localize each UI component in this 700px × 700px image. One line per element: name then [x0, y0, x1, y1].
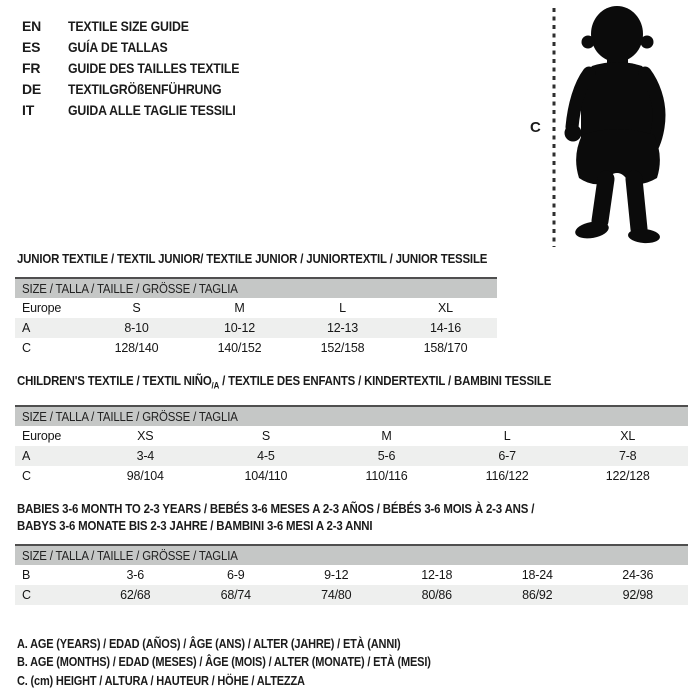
- size-cell: 12-18: [421, 567, 453, 582]
- size-cell: 24-36: [622, 567, 654, 582]
- language-title: TEXTILE SIZE GUIDE: [68, 18, 189, 34]
- size-table: [15, 544, 688, 605]
- section-heading: [17, 500, 688, 534]
- size-cell: 3-6: [126, 567, 144, 582]
- size-band-header: [15, 277, 497, 298]
- size-cell: XL: [438, 301, 453, 315]
- heading-segment: CHILDREN'S TEXTILE / TEXTIL NIÑO: [17, 373, 212, 388]
- size-cell: L: [339, 301, 346, 315]
- size-cell: 6-7: [498, 448, 516, 463]
- size-cell: 8-10: [124, 321, 149, 335]
- row-label-cell: C: [22, 468, 31, 483]
- size-band-text: SIZE / TALLA / TAILLE / GRÖSSE / TAGLIA: [22, 408, 238, 424]
- size-cell: XL: [620, 428, 636, 443]
- language-title: GUÍA DE TALLAS: [68, 39, 168, 55]
- heading-text: [17, 250, 487, 267]
- row-label-cell: A: [22, 448, 31, 463]
- table-row: [15, 298, 497, 318]
- size-section: [15, 372, 688, 486]
- size-section: [15, 250, 688, 358]
- size-tables: [15, 250, 688, 605]
- size-cell: 98/104: [126, 468, 164, 483]
- size-cell: 18-24: [521, 567, 553, 582]
- size-cell: 5-6: [377, 448, 396, 463]
- row-label-cell: C: [22, 341, 31, 355]
- table-row: [15, 426, 688, 446]
- size-cell: L: [503, 428, 511, 443]
- language-title-list: [22, 16, 263, 121]
- size-cell: 104/110: [244, 468, 288, 483]
- height-measure-label: C: [530, 119, 541, 136]
- table-row: [15, 318, 497, 338]
- language-row: [22, 58, 263, 79]
- size-cell: 62/68: [120, 587, 151, 602]
- size-band-header: [15, 544, 688, 565]
- heading-segment: BABIES 3-6 MONTH TO 2-3 YEARS / BEBÉS 3-6 MESES A 2-3 AÑOS / BÉBÉS 3-6 MOIS À 2-3 ANS /: [17, 500, 535, 516]
- size-cell: M: [381, 428, 392, 443]
- size-cell: 6-9: [227, 567, 245, 582]
- footnote-line: C. (cm) HEIGHT / ALTURA / HAUTEUR / HÖHE / ALTEZZA: [17, 673, 305, 688]
- size-cell: M: [234, 301, 245, 315]
- section-heading: [17, 372, 688, 395]
- table-row: [15, 565, 688, 585]
- row-label-cell: Europe: [22, 301, 62, 315]
- language-row: [22, 37, 263, 58]
- footnote-line: A. AGE (YEARS) / EDAD (AÑOS) / ÂGE (ANS) / ALTER (JAHRE) / ETÀ (ANNI): [17, 636, 401, 651]
- size-cell: 12-13: [327, 321, 358, 335]
- size-guide-content: [15, 250, 688, 690]
- footnotes: [17, 635, 688, 691]
- size-cell: 9-12: [324, 567, 349, 582]
- section-heading: [17, 250, 688, 267]
- table-row: [15, 585, 688, 605]
- size-cell: XS: [137, 428, 154, 443]
- size-cell: 158/170: [423, 341, 468, 355]
- height-dashed-line: [551, 6, 557, 249]
- language-title: TEXTILGRÖßENFÜHRUNG: [68, 81, 222, 97]
- language-code: DE: [22, 81, 42, 97]
- language-title: GUIDE DES TAILLES TEXTILE: [68, 60, 240, 76]
- size-band-text: SIZE / TALLA / TAILLE / GRÖSSE / TAGLIA: [22, 547, 238, 563]
- size-cell: S: [261, 428, 270, 443]
- size-cell: S: [132, 301, 141, 315]
- size-cell: 3-4: [136, 448, 155, 463]
- table-row: [15, 446, 688, 466]
- language-row: [22, 79, 263, 100]
- size-cell: 92/98: [622, 587, 653, 602]
- heading-text: [17, 500, 534, 534]
- language-code: FR: [22, 60, 41, 76]
- language-code: ES: [22, 39, 41, 55]
- language-code: IT: [22, 102, 35, 118]
- language-code: EN: [22, 18, 42, 34]
- size-cell: 80/86: [421, 587, 452, 602]
- size-cell: 152/158: [320, 341, 365, 355]
- row-label-cell: Europe: [22, 428, 62, 443]
- size-cell: 74/80: [321, 587, 352, 602]
- language-row: [22, 100, 263, 121]
- size-cell: 14-16: [430, 321, 461, 335]
- size-cell: 4-5: [257, 448, 275, 463]
- size-cell: 68/74: [220, 587, 251, 602]
- toddler-silhouette-icon: [561, 3, 689, 246]
- size-cell: 10-12: [224, 321, 255, 335]
- heading-segment: JUNIOR TEXTILE / TEXTIL JUNIOR/ TEXTILE JUNIOR / JUNIORTEXTIL / JUNIOR TESSILE: [17, 251, 488, 266]
- size-section: [15, 500, 688, 605]
- heading-subscript: /A: [211, 380, 220, 391]
- size-band-text: SIZE / TALLA / TAILLE / GRÖSSE / TAGLIA: [22, 281, 238, 296]
- size-table: [15, 405, 688, 486]
- table-row: [15, 338, 497, 358]
- size-cell: 86/92: [522, 587, 553, 602]
- heading-segment: / TEXTILE DES ENFANTS / KINDERTEXTIL / BAMBINI TESSILE: [219, 373, 552, 388]
- heading-text: [17, 372, 551, 395]
- size-table: [15, 277, 497, 358]
- footnote-line: B. AGE (MONTHS) / EDAD (MESES) / ÂGE (MOIS) / ALTER (MONATE) / ETÀ (MESI): [17, 655, 431, 670]
- table-row: [15, 466, 688, 486]
- size-cell: 140/152: [217, 341, 262, 355]
- row-label-cell: A: [22, 321, 31, 335]
- size-cell: 122/128: [605, 468, 650, 483]
- size-cell: 7-8: [618, 448, 637, 463]
- size-cell: 116/122: [485, 468, 529, 483]
- language-row: [22, 16, 263, 37]
- heading-segment: BABYS 3-6 MONATE BIS 2-3 JAHRE / BAMBINI 3-6 MESI A 2-3 ANNI: [17, 517, 373, 533]
- row-label-cell: B: [22, 567, 31, 582]
- language-title: GUIDA ALLE TAGLIE TESSILI: [68, 102, 236, 118]
- size-band-header: [15, 405, 688, 426]
- size-cell: 110/116: [365, 468, 408, 483]
- size-cell: 128/140: [114, 341, 159, 355]
- row-label-cell: C: [22, 587, 31, 602]
